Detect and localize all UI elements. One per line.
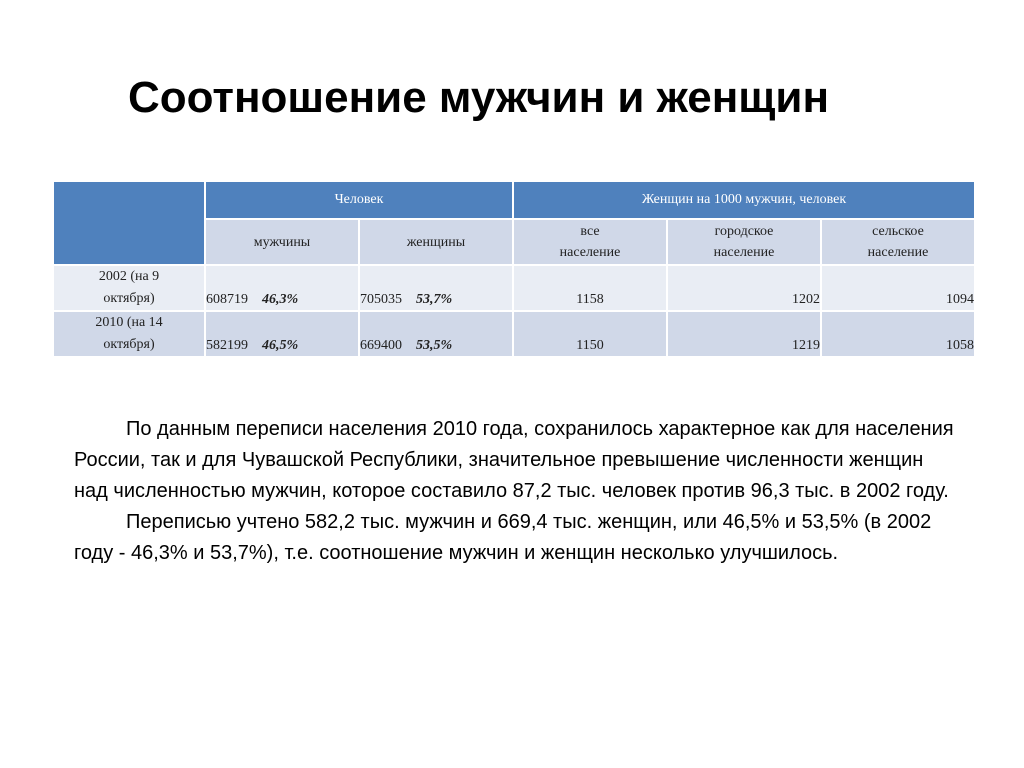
women-percent: 53,5% bbox=[416, 338, 453, 353]
urban-population-cell: 1202 bbox=[667, 265, 821, 311]
men-count: 608719 bbox=[206, 292, 248, 307]
header-women-per-1000: Женщин на 1000 мужчин, человек bbox=[513, 181, 975, 219]
subheader-urban-line1: городское bbox=[714, 224, 774, 239]
subheader-urban-line2: население bbox=[713, 245, 775, 260]
header-people: Человек bbox=[205, 181, 513, 219]
year-line2: октября) bbox=[103, 291, 155, 306]
men-cell bbox=[205, 265, 359, 311]
subheader-men: мужчины bbox=[205, 219, 359, 265]
paragraph-census-counts: Переписью учтено 582,2 тыс. мужчин и 669,4 тыс. женщин, или 46,5% и 53,5% (в 2002 году - 46,3% и 53,7%), т.е. соотношение мужчин и женщин несколько улучшилось. bbox=[74, 511, 932, 564]
subheader-all-population bbox=[513, 219, 667, 265]
slide-title: Соотношение мужчин и женщин bbox=[128, 73, 830, 122]
subheader-all-line2: население bbox=[559, 245, 621, 260]
women-percent: 53,7% bbox=[416, 292, 453, 307]
men-percent: 46,5% bbox=[262, 338, 299, 353]
women-cell bbox=[359, 265, 513, 311]
table-header-row bbox=[53, 181, 975, 219]
subheader-all-line1: все bbox=[580, 224, 600, 239]
year-line1: 2002 (на 9 bbox=[98, 269, 160, 284]
subheader-urban-population bbox=[667, 219, 821, 265]
women-cell bbox=[359, 311, 513, 357]
urban-population-cell: 1219 bbox=[667, 311, 821, 357]
all-population-cell: 1150 bbox=[513, 311, 667, 357]
year-line1: 2010 (на 14 bbox=[95, 315, 163, 330]
paragraph-census-summary: По данным переписи населения 2010 года, сохранилось характерное как для населения России, так и для Чувашской Республики, значительное превышение численности женщин над численностью мужчин, которое составило 87,2 тыс. человек против 96,3 тыс. в 2002 году. bbox=[74, 418, 954, 502]
all-population-cell: 1158 bbox=[513, 265, 667, 311]
women-count: 705035 bbox=[360, 292, 402, 307]
subheader-rural-population bbox=[821, 219, 975, 265]
subheader-rural-line2: население bbox=[867, 245, 929, 260]
body-text bbox=[74, 414, 954, 569]
table-row bbox=[53, 265, 975, 311]
women-count: 669400 bbox=[360, 338, 402, 353]
men-percent: 46,3% bbox=[262, 292, 299, 307]
year-line2: октября) bbox=[103, 337, 155, 352]
men-count: 582199 bbox=[206, 338, 248, 353]
men-cell bbox=[205, 311, 359, 357]
population-table bbox=[52, 180, 976, 358]
year-cell bbox=[53, 265, 205, 311]
rural-population-cell: 1094 bbox=[821, 265, 975, 311]
rural-population-cell: 1058 bbox=[821, 311, 975, 357]
table-corner-cell bbox=[53, 181, 205, 265]
subheader-rural-line1: сельское bbox=[872, 224, 924, 239]
year-cell bbox=[53, 311, 205, 357]
subheader-women: женщины bbox=[359, 219, 513, 265]
table-row bbox=[53, 311, 975, 357]
